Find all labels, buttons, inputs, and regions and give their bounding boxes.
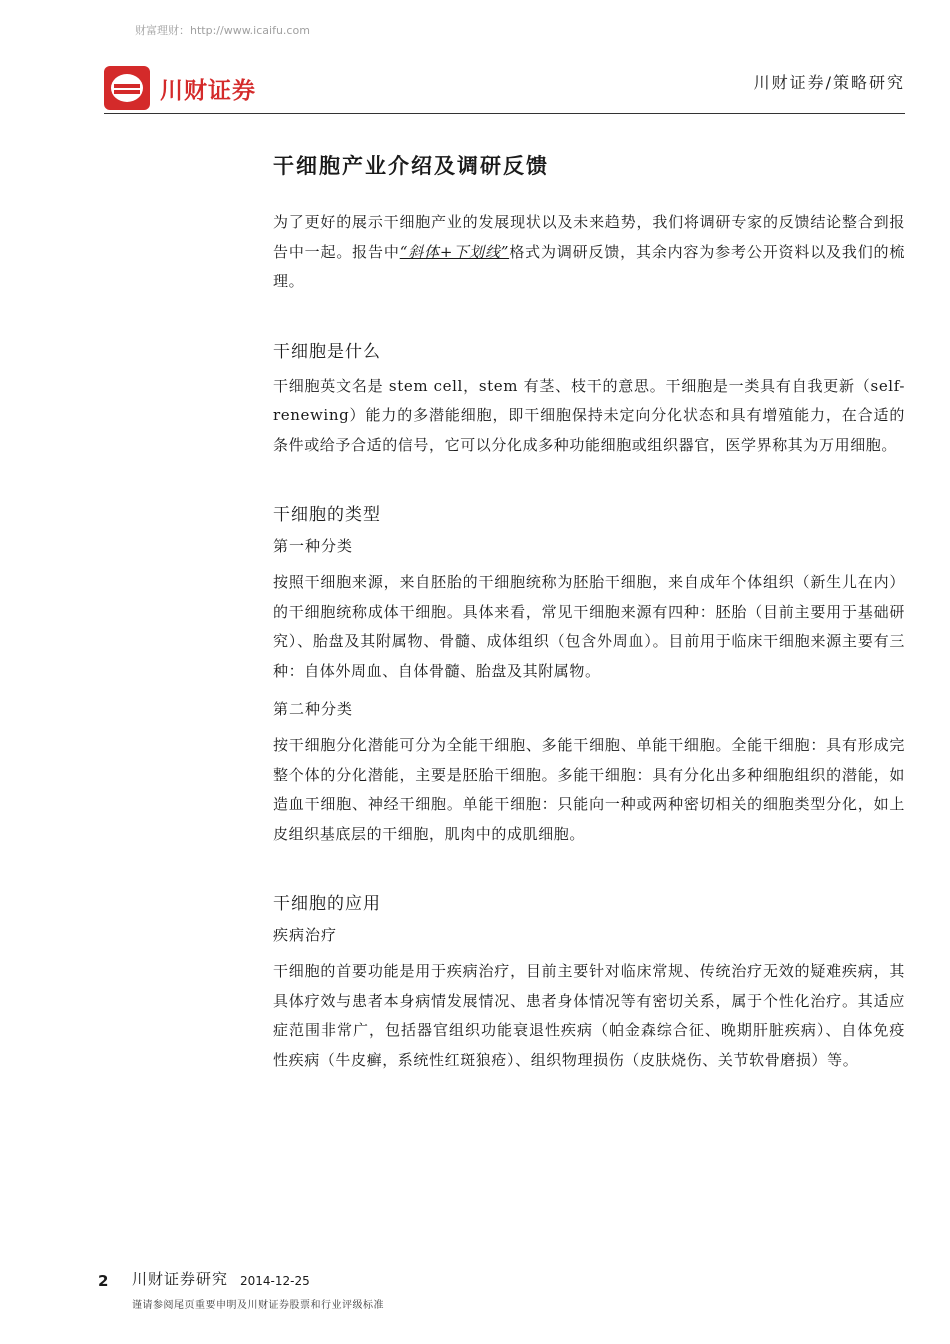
logo-mark-icon — [104, 66, 150, 110]
subsection-text-type1: 按照干细胞来源，来自胚胎的干细胞统称为胚胎干细胞，来自成年个体组织（新生儿在内）的干细胞统称成体干细胞。具体来看，常见干细胞来源有四种：胚胎（目前主要用于基础研究）、胎盘及其附属物、骨髓、成体组织（包含外周血）。目前用于临床干细胞来源主要有三种：自体外周血、自体骨髓、胎盘及其附属物。 — [273, 573, 905, 680]
page-number: 2 — [98, 1272, 109, 1290]
logo-text: 川财证券 — [160, 77, 256, 104]
subsection-title-type2: 第二种分类 — [273, 700, 354, 718]
section-text-what: 干细胞英文名是 stem cell，stem 有茎、枝干的意思。干细胞是一类具有自我更新（self-renewing）能力的多潜能细胞，即干细胞保持未定向分化状态和具有增殖能力，在合适的条件或给予合适的信号，它可以分化成多种功能细胞或组织器官，医学界称其为万用细胞。 — [273, 376, 905, 454]
section-title-apps: 干细胞的应用 — [273, 894, 381, 914]
report-title: 干细胞产业介绍及调研反馈 — [273, 153, 549, 178]
header-category: 川财证券/策略研究 — [753, 73, 905, 92]
intro-paragraph — [273, 208, 905, 297]
section-title-types: 干细胞的类型 — [273, 505, 381, 525]
watermark-url: 财富理财：http://www.icaifu.com — [135, 24, 310, 37]
header-divider — [104, 113, 905, 114]
intro-text-start: 为了更好的展示干细胞产业的发展现状以及未来趋势，我们将调研专家的反馈结论整合到报告中一起。报告中 — [273, 213, 905, 261]
report-body — [273, 150, 905, 1075]
subsection-text-treatment: 干细胞的首要功能是用于疾病治疗，目前主要针对临床常规、传统治疗无效的疑难疾病，其具体疗效与患者本身病情发展情况、患者身体情况等有密切关系，属于个性化治疗。其适应症范围非常广，包括器官组织功能衰退性疾病（帕金森综合征、晚期肝脏疾病）、自体免疫性疾病（牛皮癣，系统性红斑狼疮）、组织物理损伤（皮肤烧伤、关节软骨磨损）等。 — [273, 962, 905, 1069]
footer-disclaimer: 谨请参阅尾页重要申明及川财证券股票和行业评级标准 — [132, 1300, 384, 1311]
subsection-text-type2: 按干细胞分化潜能可分为全能干细胞、多能干细胞、单能干细胞。全能干细胞：具有形成完整个体的分化潜能，主要是胚胎干细胞。多能干细胞：具有分化出多种细胞组织的潜能，如造血干细胞、神经干细胞。单能干细胞：只能向一种或两种密切相关的细胞类型分化，如上皮组织基底层的干细胞，肌肉中的成肌细胞。 — [273, 736, 905, 843]
company-logo — [104, 66, 256, 110]
format-sample: “斜体+下划线” — [399, 242, 510, 261]
subsection-title-type1: 第一种分类 — [273, 537, 354, 555]
intro-text-end: 格式为调研反馈，其余内容为参考公开资料以及我们的梳理。 — [273, 242, 905, 290]
footer-date: 2014-12-25 — [240, 1274, 310, 1288]
subsection-title-treatment: 疾病治疗 — [273, 926, 338, 944]
footer-brand: 川财证券研究 — [132, 1270, 229, 1288]
section-title-what: 干细胞是什么 — [273, 341, 381, 362]
